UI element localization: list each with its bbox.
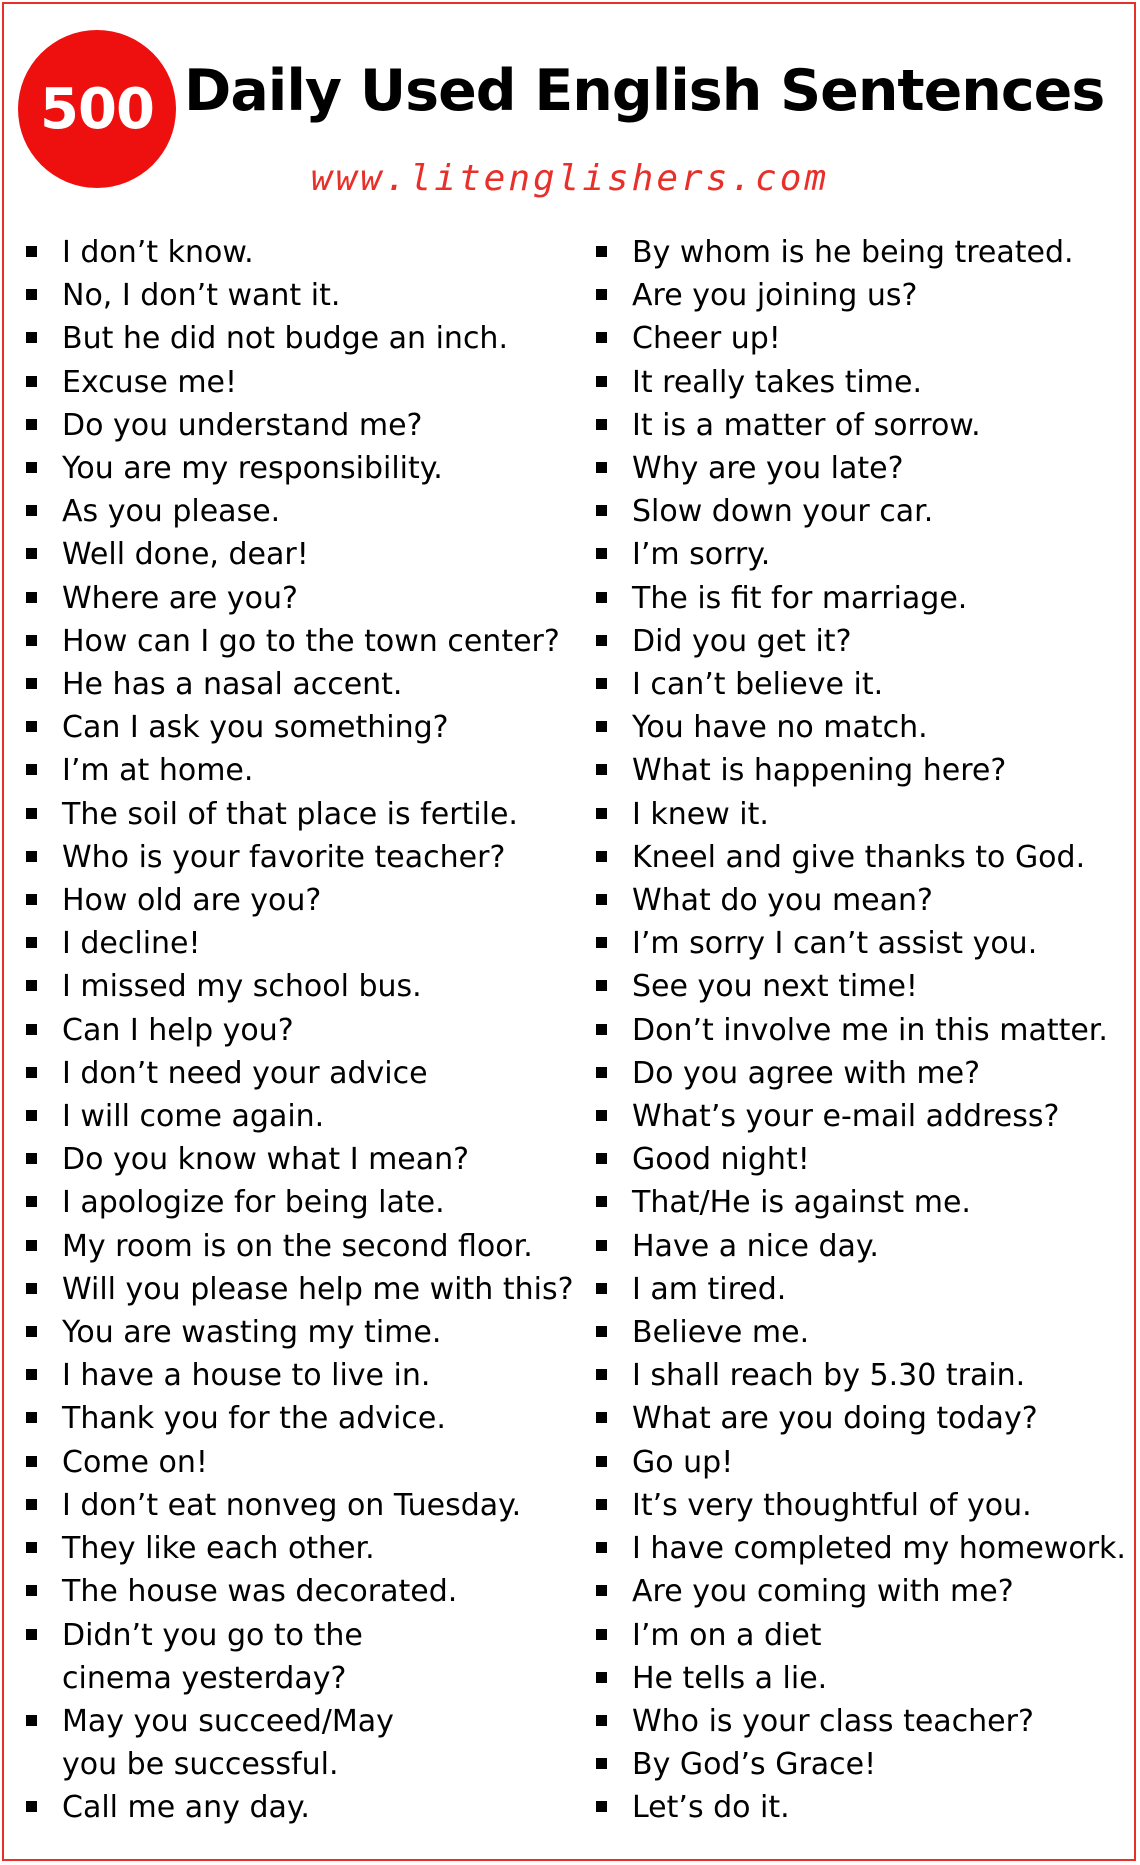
- sentence-text: May you succeed/May you be successful.: [62, 1703, 394, 1783]
- sentence-item: [22, 1484, 582, 1527]
- sentence-item: [592, 361, 1132, 404]
- page-title: Daily Used English Sentences: [184, 58, 1105, 124]
- square-bullet-icon: [596, 1585, 607, 1596]
- sentence-item: [592, 1397, 1132, 1440]
- sentence-item: [592, 1441, 1132, 1484]
- square-bullet-icon: [26, 505, 37, 516]
- sentence-item: [22, 317, 582, 360]
- square-bullet-icon: [596, 1456, 607, 1467]
- sentence-text: You have no match.: [632, 710, 928, 746]
- sentence-text: I have completed my homework.: [632, 1531, 1126, 1567]
- sentence-text: I can’t believe it.: [632, 667, 884, 703]
- website-link[interactable]: www.litenglishers.com: [310, 158, 830, 199]
- sentence-text: Are you coming with me?: [632, 1574, 1014, 1610]
- sentence-item: [592, 749, 1132, 792]
- square-bullet-icon: [26, 1412, 37, 1423]
- sentence-text: Didn’t you go to the cinema yesterday?: [62, 1617, 363, 1696]
- sentence-item: [22, 274, 582, 317]
- sentence-item: [22, 879, 582, 922]
- square-bullet-icon: [596, 289, 607, 300]
- sentence-text: Good night!: [632, 1142, 810, 1178]
- sentence-item: [22, 1225, 582, 1268]
- sentence-text: How can I go to the town center?: [62, 623, 560, 659]
- sentence-text: Believe me.: [632, 1315, 810, 1351]
- sentence-text: Did you get it?: [632, 623, 852, 659]
- sentence-item: [592, 317, 1132, 360]
- sentence-item: [22, 577, 582, 620]
- sentence-text: I’m at home.: [62, 753, 254, 789]
- sentence-item: [592, 922, 1132, 965]
- left-sentence-list: [22, 231, 582, 1830]
- sentence-item: [22, 1052, 582, 1095]
- sentence-text: My room is on the second floor.: [62, 1228, 533, 1264]
- sentence-item: [22, 836, 582, 879]
- sentence-item: [22, 620, 582, 663]
- sentence-text: By whom is he being treated.: [632, 235, 1074, 270]
- sentence-text: What do you mean?: [632, 883, 933, 919]
- sentence-text: The house was decorated.: [62, 1574, 458, 1610]
- sentence-text: I will come again.: [62, 1099, 325, 1135]
- sentence-text: You are wasting my time.: [62, 1315, 442, 1351]
- sentence-item: [592, 1527, 1132, 1570]
- sentence-item: [22, 404, 582, 447]
- sentence-item: [592, 1052, 1132, 1095]
- sentence-text: Thank you for the advice.: [62, 1401, 446, 1437]
- square-bullet-icon: [26, 1369, 37, 1380]
- sentence-item: [592, 663, 1132, 706]
- sentence-item: [592, 1657, 1132, 1700]
- square-bullet-icon: [596, 1672, 607, 1683]
- sentence-item: [592, 1484, 1132, 1527]
- square-bullet-icon: [596, 635, 607, 646]
- sentence-text: The soil of that place is fertile.: [62, 796, 518, 832]
- square-bullet-icon: [596, 1542, 607, 1553]
- sentence-text: Why are you late?: [632, 451, 904, 487]
- square-bullet-icon: [596, 1629, 607, 1640]
- sentence-text: How old are you?: [62, 883, 322, 919]
- sentence-item: [22, 1311, 582, 1354]
- sentence-item: [592, 1225, 1132, 1268]
- sentence-text: I’m on a diet: [632, 1617, 822, 1653]
- square-bullet-icon: [26, 548, 37, 559]
- sentence-text: As you please.: [62, 494, 281, 530]
- sentence-text: They like each other.: [62, 1531, 375, 1567]
- sentence-item: [22, 749, 582, 792]
- square-bullet-icon: [596, 1715, 607, 1726]
- sentence-item: [22, 922, 582, 965]
- square-bullet-icon: [596, 851, 607, 862]
- sentence-text: I knew it.: [632, 796, 769, 832]
- square-bullet-icon: [596, 1412, 607, 1423]
- square-bullet-icon: [596, 246, 607, 257]
- sentence-text: Who is your class teacher?: [632, 1703, 1034, 1739]
- square-bullet-icon: [596, 1240, 607, 1251]
- square-bullet-icon: [596, 332, 607, 343]
- square-bullet-icon: [26, 1499, 37, 1510]
- sentence-item: [22, 1009, 582, 1052]
- sentence-item: [22, 1095, 582, 1138]
- square-bullet-icon: [26, 1067, 37, 1078]
- sentence-item: [592, 620, 1132, 663]
- sentence-item: [592, 706, 1132, 749]
- sentence-text: Do you agree with me?: [632, 1055, 980, 1091]
- square-bullet-icon: [26, 592, 37, 603]
- square-bullet-icon: [26, 764, 37, 775]
- sentence-item: [592, 1311, 1132, 1354]
- sentence-item: [22, 1786, 582, 1829]
- header: [0, 0, 1140, 215]
- sentence-item: [22, 1614, 442, 1700]
- square-bullet-icon: [596, 937, 607, 948]
- sentence-text: Cheer up!: [632, 321, 781, 357]
- square-bullet-icon: [26, 1153, 37, 1164]
- square-bullet-icon: [596, 376, 607, 387]
- sentence-text: Do you understand me?: [62, 407, 423, 443]
- square-bullet-icon: [26, 721, 37, 732]
- sentence-item: [22, 1181, 582, 1224]
- sentence-item: [22, 706, 582, 749]
- sentence-item: [22, 490, 582, 533]
- sentence-item: [22, 447, 582, 490]
- square-bullet-icon: [596, 462, 607, 473]
- sentence-text: No, I don’t want it.: [62, 278, 341, 314]
- square-bullet-icon: [596, 980, 607, 991]
- sentence-item: [22, 361, 582, 404]
- sentence-text: It is a matter of sorrow.: [632, 407, 981, 443]
- sentence-item: [592, 1095, 1132, 1138]
- sentence-item: [592, 1700, 1132, 1743]
- square-bullet-icon: [596, 764, 607, 775]
- square-bullet-icon: [596, 1024, 607, 1035]
- square-bullet-icon: [596, 678, 607, 689]
- sentence-item: [22, 231, 582, 274]
- sentence-item: [592, 231, 1132, 274]
- sentence-text: I missed my school bus.: [62, 969, 422, 1005]
- sentence-text: By God’s Grace!: [632, 1747, 877, 1783]
- sentence-text: Well done, dear!: [62, 537, 309, 573]
- square-bullet-icon: [26, 1456, 37, 1467]
- square-bullet-icon: [596, 419, 607, 430]
- square-bullet-icon: [596, 1067, 607, 1078]
- square-bullet-icon: [596, 592, 607, 603]
- square-bullet-icon: [26, 332, 37, 343]
- square-bullet-icon: [26, 635, 37, 646]
- square-bullet-icon: [26, 1542, 37, 1553]
- sentence-text: Are you joining us?: [632, 278, 918, 314]
- sentence-text: I am tired.: [632, 1271, 787, 1307]
- sentence-item: [592, 1614, 1132, 1657]
- sentence-item: [22, 663, 582, 706]
- sentence-text: Can I ask you something?: [62, 710, 449, 746]
- sentence-text: Will you please help me with this?: [62, 1271, 574, 1307]
- square-bullet-icon: [596, 1196, 607, 1207]
- square-bullet-icon: [26, 980, 37, 991]
- square-bullet-icon: [26, 937, 37, 948]
- sentence-item: [592, 490, 1132, 533]
- square-bullet-icon: [26, 894, 37, 905]
- square-bullet-icon: [26, 678, 37, 689]
- sentence-item: [22, 1570, 582, 1613]
- square-bullet-icon: [26, 246, 37, 257]
- square-bullet-icon: [596, 1499, 607, 1510]
- sentence-text: Who is your favorite teacher?: [62, 839, 506, 875]
- sentence-text: I don’t know.: [62, 235, 254, 270]
- sentence-text: Call me any day.: [62, 1790, 310, 1826]
- sentence-item: [22, 1441, 582, 1484]
- sentence-text: You are my responsibility.: [62, 451, 443, 487]
- sentence-item: [592, 404, 1132, 447]
- sentence-text: I’m sorry.: [632, 537, 771, 573]
- sentence-item: [22, 793, 582, 836]
- sentence-item: [592, 447, 1132, 490]
- square-bullet-icon: [596, 1153, 607, 1164]
- sentence-item: [592, 1570, 1132, 1613]
- sentence-text: It really takes time.: [632, 364, 923, 400]
- sentence-text: Slow down your car.: [632, 494, 934, 530]
- square-bullet-icon: [26, 851, 37, 862]
- square-bullet-icon: [596, 1326, 607, 1337]
- square-bullet-icon: [26, 1024, 37, 1035]
- square-bullet-icon: [596, 1758, 607, 1769]
- sentence-item: [22, 1527, 582, 1570]
- sentence-item: [592, 274, 1132, 317]
- sentence-text: Have a nice day.: [632, 1228, 879, 1264]
- sentence-text: I don’t eat nonveg on Tuesday.: [62, 1487, 522, 1523]
- square-bullet-icon: [26, 1283, 37, 1294]
- sentence-item: [22, 533, 582, 576]
- sentence-text: Can I help you?: [62, 1012, 294, 1048]
- sentence-text: Where are you?: [62, 580, 298, 616]
- sentence-text: I shall reach by 5.30 train.: [632, 1358, 1026, 1394]
- sentence-text: I’m sorry I can’t assist you.: [632, 926, 1038, 962]
- sentence-item: [592, 793, 1132, 836]
- square-bullet-icon: [596, 505, 607, 516]
- sentence-text: Excuse me!: [62, 364, 238, 400]
- square-bullet-icon: [26, 1240, 37, 1251]
- sentence-text: Let’s do it.: [632, 1790, 790, 1826]
- sentence-item: [592, 577, 1132, 620]
- square-bullet-icon: [26, 376, 37, 387]
- sentence-item: [592, 836, 1132, 879]
- sentence-text: Kneel and give thanks to God.: [632, 839, 1086, 875]
- square-bullet-icon: [26, 808, 37, 819]
- sentence-item: [22, 965, 582, 1008]
- sentence-item: [22, 1268, 582, 1311]
- sentence-item: [592, 1786, 1132, 1829]
- sentence-item: [592, 1138, 1132, 1181]
- sentence-text: I don’t need your advice: [62, 1055, 428, 1091]
- sentence-text: I apologize for being late.: [62, 1185, 445, 1221]
- sentence-item: [592, 1354, 1132, 1397]
- square-bullet-icon: [596, 808, 607, 819]
- square-bullet-icon: [26, 1715, 37, 1726]
- square-bullet-icon: [26, 1110, 37, 1121]
- sentence-text: What are you doing today?: [632, 1401, 1038, 1437]
- sentence-text: Go up!: [632, 1444, 734, 1480]
- sentence-text: Come on!: [62, 1444, 208, 1480]
- sentence-text: It’s very thoughtful of you.: [632, 1487, 1032, 1523]
- sentence-item: [22, 1397, 582, 1440]
- sentence-item: [592, 1268, 1132, 1311]
- square-bullet-icon: [26, 1196, 37, 1207]
- square-bullet-icon: [26, 289, 37, 300]
- count-badge: 500: [18, 30, 176, 188]
- sentence-text: Do you know what I mean?: [62, 1142, 470, 1178]
- right-sentence-list: [592, 231, 1132, 1830]
- sentence-item: [592, 1743, 1132, 1786]
- sentence-item: [592, 533, 1132, 576]
- sentence-text: What is happening here?: [632, 753, 1007, 789]
- sentence-text: That/He is against me.: [632, 1185, 971, 1221]
- square-bullet-icon: [26, 1326, 37, 1337]
- sentence-text: What’s your e-mail address?: [632, 1099, 1060, 1135]
- sentence-item: [22, 1354, 582, 1397]
- square-bullet-icon: [596, 1369, 607, 1380]
- sentence-text: I decline!: [62, 926, 201, 962]
- sentence-text: The is fit for marriage.: [632, 580, 968, 616]
- square-bullet-icon: [596, 721, 607, 732]
- square-bullet-icon: [26, 1585, 37, 1596]
- sentence-item: [592, 879, 1132, 922]
- sentence-text: See you next time!: [632, 969, 918, 1005]
- sentence-text: He tells a lie.: [632, 1660, 828, 1696]
- square-bullet-icon: [596, 1110, 607, 1121]
- square-bullet-icon: [26, 1629, 37, 1640]
- sentence-text: Don’t involve me in this matter.: [632, 1012, 1108, 1048]
- sentence-item: [592, 965, 1132, 1008]
- sentence-item: [592, 1009, 1132, 1052]
- square-bullet-icon: [596, 1801, 607, 1812]
- sentence-item: [592, 1181, 1132, 1224]
- sentence-item: [22, 1700, 442, 1786]
- square-bullet-icon: [596, 548, 607, 559]
- square-bullet-icon: [26, 419, 37, 430]
- sentence-text: I have a house to live in.: [62, 1358, 431, 1394]
- square-bullet-icon: [26, 1801, 37, 1812]
- sentence-item: [22, 1138, 582, 1181]
- square-bullet-icon: [26, 462, 37, 473]
- sentence-text: He has a nasal accent.: [62, 667, 403, 703]
- square-bullet-icon: [596, 1283, 607, 1294]
- sentence-text: But he did not budge an inch.: [62, 321, 508, 357]
- square-bullet-icon: [596, 894, 607, 905]
